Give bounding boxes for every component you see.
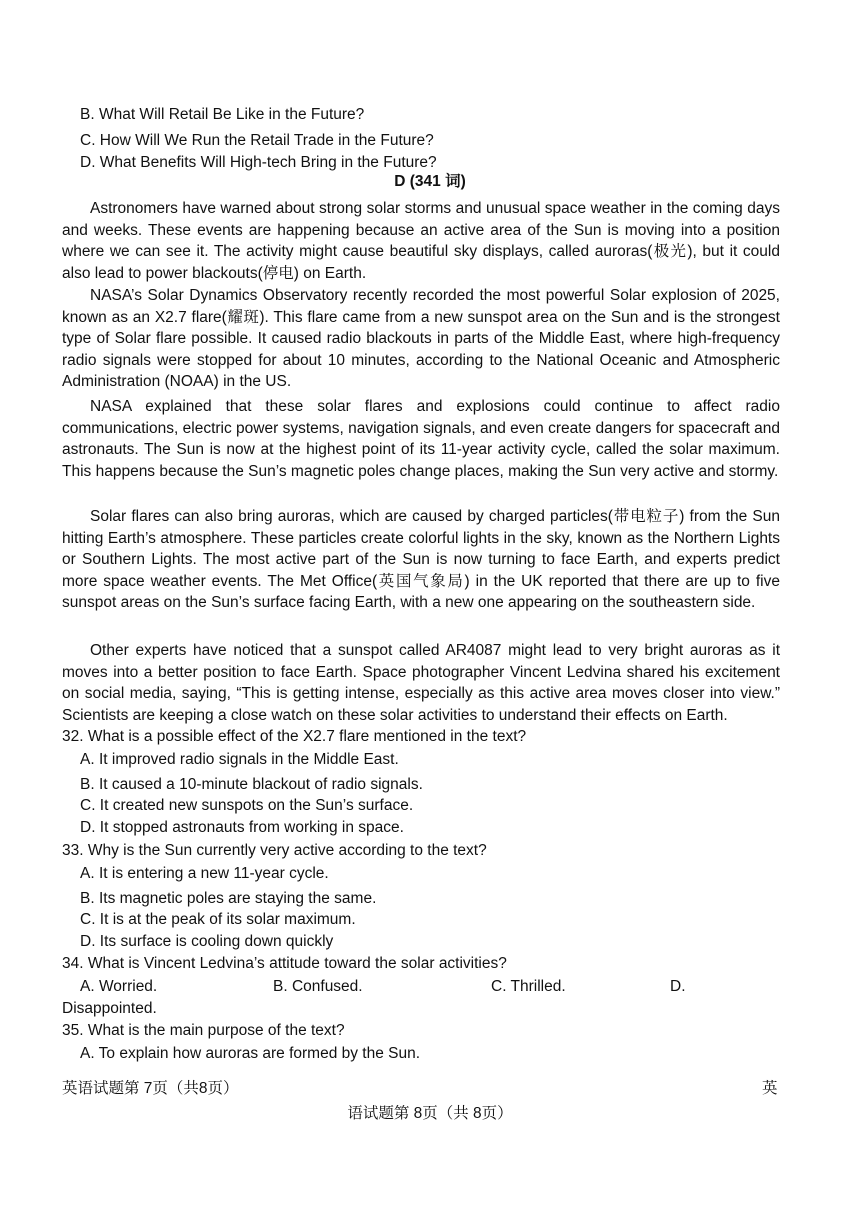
q32-option-a: A. It improved radio signals in the Middle East. — [80, 751, 399, 768]
q32-option-d: D. It stopped astronauts from working in space. — [80, 819, 404, 836]
prev-option-c: C. How Will We Run the Retail Trade in the Future? — [80, 132, 434, 149]
q35-option-a: A. To explain how auroras are formed by the Sun. — [80, 1045, 421, 1062]
q34-option-d-word: Disappointed. — [62, 1000, 157, 1017]
paragraph-4: Solar flares can also bring auroras, which are caused by charged particles(带电粒子) from the Sun hitting Earth’s atmosphere. These particles create colorful lights in the sky, known as the Northern Lights or Southern Lights. The most active part of the Sun is now turning to face Earth, and experts predict more space weather events. The Met Office(英国气象局) in the UK reported that there are up to five sunspot areas on the Sun’s surface facing Earth, with a new one appearing on the southeastern side. — [62, 508, 780, 612]
passage-title: D (341 词) — [394, 173, 466, 190]
footer-right-fragment: 英 — [762, 1080, 778, 1097]
q34-option-b: B. Confused. — [273, 978, 363, 995]
paragraph-2: NASA’s Solar Dynamics Observatory recently recorded the most powerful Solar explosion of 2025, known as an X2.7 flare(耀斑). This flare came from a new sunspot area on the Sun and is the strongest type of Solar flare possible. It caused radio blackouts in parts of the Middle East, where high-frequency radio signals were stopped for about 10 minutes, according to the National Oceanic and Atmospheric Administration (NOAA) in the US. — [62, 287, 780, 391]
q33-option-a: A. It is entering a new 11-year cycle. — [80, 865, 329, 882]
footer-page-8: 语试题第 8页（共 8页） — [347, 1105, 513, 1122]
question-34: 34. What is Vincent Ledvina’s attitude toward the solar activities? — [62, 955, 507, 972]
question-33: 33. Why is the Sun currently very active according to the text? — [62, 842, 487, 859]
paragraph-1: Astronomers have warned about strong solar storms and unusual space weather in the coming days and weeks. These events are happening because an active area of the Sun is moving into a position where we can see it. The activity might cause beautiful sky displays, called auroras(极光), but it could also lead to power blackouts(停电) on Earth. — [62, 200, 780, 282]
question-32: 32. What is a possible effect of the X2.7 flare mentioned in the text? — [62, 728, 527, 745]
prev-option-d: D. What Benefits Will High-tech Bring in the Future? — [80, 154, 437, 171]
q33-option-c: C. It is at the peak of its solar maximum. — [80, 911, 356, 928]
q32-option-b: B. It caused a 10-minute blackout of radio signals. — [80, 776, 423, 793]
prev-option-b: B. What Will Retail Be Like in the Future? — [80, 106, 365, 123]
q34-option-c: C. Thrilled. — [491, 978, 566, 995]
paragraph-5: Other experts have noticed that a sunspot called AR4087 might lead to very bright auroras as it moves into a better position to face Earth. Space photographer Vincent Ledvina shared his excitement on social media, saying, “This is getting intense, especially as this active area moves closer into view.” Scientists are keeping a close watch on these solar activities to understand their effects on Earth. — [62, 642, 780, 724]
q32-option-c: C. It created new sunspots on the Sun’s surface. — [80, 797, 414, 814]
q34-option-a: A. Worried. — [80, 978, 158, 995]
q34-option-d-letter: D. — [670, 978, 686, 995]
q33-option-d: D. Its surface is cooling down quickly — [80, 933, 334, 950]
question-35: 35. What is the main purpose of the text? — [62, 1022, 345, 1039]
q33-option-b: B. Its magnetic poles are staying the same. — [80, 890, 377, 907]
paragraph-3: NASA explained that these solar flares and explosions could continue to affect radio communications, electric power systems, navigation signals, and even create dangers for spacecraft and astronauts. The Sun is now at the highest point of its 11-year activity cycle, called the solar maximum. This happens because the Sun’s magnetic poles change places, making the Sun very active and stormy. — [62, 398, 780, 480]
footer-page-7: 英语试题第 7页（共8页） — [62, 1080, 239, 1097]
